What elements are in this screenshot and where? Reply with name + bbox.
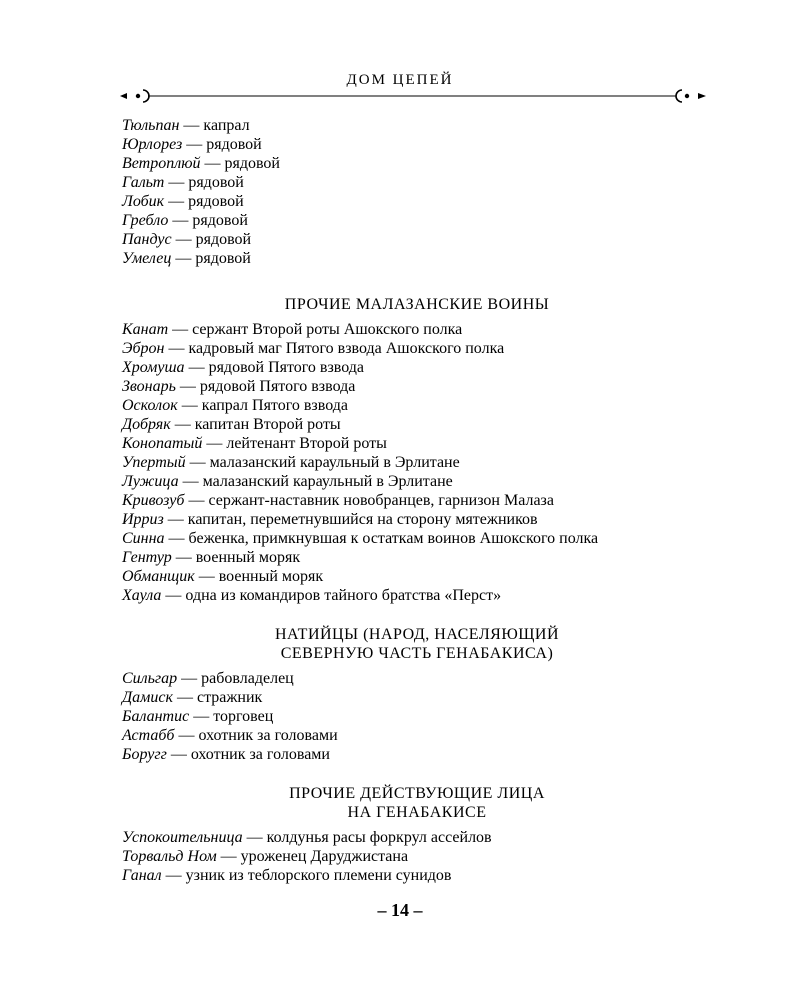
character-name: Тюльпан (122, 117, 180, 134)
right-arrow-ornament (698, 93, 706, 99)
character-name: Обманщик (122, 568, 195, 585)
character-entry (122, 415, 712, 434)
character-description: кадровый маг Пятого взвода Ашокского полка (188, 340, 505, 357)
character-name: Дамиск (122, 689, 173, 706)
character-name: Кривозуб (122, 492, 185, 509)
entry-dash: — (179, 117, 204, 134)
character-entry (122, 529, 712, 548)
character-entry (122, 339, 712, 358)
character-description: рядовой (206, 136, 262, 153)
character-description: военный моряк (218, 568, 324, 585)
character-description: рядовой (195, 231, 252, 248)
character-description: капитан Второй роты (194, 416, 341, 433)
character-entry (122, 377, 712, 396)
character-name: Звонарь (122, 378, 176, 395)
character-entry (122, 707, 712, 726)
character-entry (122, 669, 712, 688)
entry-dash: — (163, 511, 188, 528)
entry-dash: — (166, 746, 191, 763)
character-name: Эброн (122, 340, 165, 357)
entry-dash: — (168, 321, 193, 338)
entry-dash: — (161, 867, 186, 884)
entry-dash: — (177, 670, 202, 687)
character-entry (122, 358, 712, 377)
character-name: Сильгар (122, 670, 178, 687)
character-section (122, 784, 712, 885)
character-entry (122, 230, 712, 249)
character-list (122, 116, 712, 885)
character-entry (122, 828, 712, 847)
character-name: Ветроплюй (122, 155, 201, 172)
character-entry (122, 548, 712, 567)
character-description: капитан, переметнувшийся на сторону мятежников (187, 511, 538, 528)
character-entry (122, 567, 712, 586)
entry-dash: — (164, 530, 189, 547)
character-description: рядовой (195, 250, 251, 267)
character-name: Балантис (122, 708, 190, 725)
entry-dash: — (216, 848, 241, 865)
section-title (122, 784, 712, 822)
entry-dash: — (171, 549, 196, 566)
character-name: Синна (122, 530, 165, 547)
character-description: рядовой (188, 193, 244, 210)
character-entry (122, 866, 712, 885)
left-dot-ornament (136, 94, 140, 98)
character-entry (122, 453, 712, 472)
character-description: сержант Второй роты Ашокского полка (192, 321, 463, 338)
entry-dash: — (182, 136, 207, 153)
character-name: Юрлорез (122, 136, 183, 153)
character-name: Ганал (122, 867, 162, 884)
character-name: Гентур (122, 549, 172, 566)
character-name: Астабб (122, 727, 175, 744)
character-description: сержант-наставник новобранцев, гарнизон Малаза (208, 492, 554, 509)
character-description: стражник (196, 689, 263, 706)
character-entry (122, 745, 712, 764)
header-ornament-rule (118, 86, 708, 106)
character-description: беженка, примкнувшая к остаткам воинов Ашокского полка (188, 530, 599, 547)
character-description: охотник за головами (198, 727, 338, 744)
character-description: узник из теблорского племени сунидов (185, 867, 452, 884)
character-name: Умелец (122, 250, 172, 267)
character-entry (122, 211, 712, 230)
character-name: Канат (122, 321, 169, 338)
character-name: Хромуша (122, 359, 185, 376)
character-name: Конопатый (122, 435, 203, 452)
character-entry (122, 320, 712, 339)
left-arrow-ornament (120, 93, 127, 99)
character-name: Лобик (122, 193, 165, 210)
entry-dash: — (168, 212, 193, 229)
character-description: торговец (213, 708, 274, 725)
character-name: Добряк (122, 416, 171, 433)
character-section (122, 116, 712, 268)
character-description: охотник за головами (190, 746, 330, 763)
entry-dash: — (242, 829, 267, 846)
section-title (122, 295, 712, 314)
entry-dash: — (161, 587, 186, 604)
character-entry (122, 116, 712, 135)
character-description: одна из командиров тайного братства «Перст» (185, 587, 502, 604)
entry-dash: — (194, 568, 219, 585)
character-description: рядовой (188, 174, 244, 191)
entry-dash: — (171, 231, 196, 248)
character-entry (122, 847, 712, 866)
section-title-line: ПРОЧИЕ МАЛАЗАНСКИЕ ВОИНЫ (284, 296, 550, 313)
entry-dash: — (200, 155, 225, 172)
character-entry (122, 434, 712, 453)
entry-dash: — (164, 193, 189, 210)
character-description: малазанский караульный в Эрлитане (209, 454, 460, 471)
entry-dash: — (189, 708, 214, 725)
character-entry (122, 154, 712, 173)
character-description: уроженец Даруджистана (240, 848, 409, 865)
right-dot-ornament (685, 94, 689, 98)
entry-dash: — (171, 250, 196, 267)
character-name: Упертый (122, 454, 186, 471)
character-description: капрал Пятого взвода (201, 397, 348, 414)
character-description: военный моряк (195, 549, 301, 566)
character-entry (122, 396, 712, 415)
character-section (122, 295, 712, 605)
section-title-line: СЕВЕРНУЮ ЧАСТЬ ГЕНАБАКИСА) (280, 645, 554, 662)
character-entry (122, 586, 712, 605)
character-name: Успокоительница (122, 829, 243, 846)
entry-dash: — (174, 727, 199, 744)
entry-dash: — (177, 397, 202, 414)
section-title (122, 625, 712, 663)
entry-dash: — (170, 416, 195, 433)
character-description: капрал (203, 117, 250, 134)
character-entry (122, 688, 712, 707)
running-head: ДОМ ЦЕПЕЙ (346, 72, 454, 88)
character-name: Осколок (122, 397, 178, 414)
character-entry (122, 192, 712, 211)
section-title-line: НАТИЙЦЫ (НАРОД, НАСЕЛЯЮЩИЙ (274, 626, 560, 643)
character-description: рабовладелец (201, 670, 294, 687)
character-description: рядовой Пятого взвода (208, 359, 365, 376)
character-description: колдунья расы форкрул ассейлов (266, 829, 492, 846)
character-entry (122, 135, 712, 154)
character-name: Ирриз (122, 511, 164, 528)
right-crescent-ornament (676, 90, 682, 102)
character-entry (122, 249, 712, 268)
character-name: Боругг (122, 746, 167, 763)
character-entry (122, 491, 712, 510)
entry-dash: — (164, 174, 189, 191)
page-number: – 14 – (377, 900, 423, 920)
character-name: Торвальд Ном (122, 848, 217, 865)
character-name: Хаула (122, 587, 162, 604)
section-title-line: НА ГЕНАБАКИСЕ (347, 804, 487, 821)
character-entry (122, 472, 712, 491)
entry-dash: — (185, 454, 210, 471)
character-section (122, 625, 712, 764)
entry-dash: — (178, 473, 203, 490)
character-description: малазанский караульный в Эрлитане (202, 473, 453, 490)
section-title-line: ПРОЧИЕ ДЕЙСТВУЮЩИЕ ЛИЦА (289, 785, 545, 802)
character-description: рядовой (192, 212, 248, 229)
character-description: лейтенант Второй роты (226, 435, 387, 452)
entry-dash: — (164, 340, 189, 357)
entry-dash: — (172, 689, 197, 706)
character-description: рядовой Пятого взвода (199, 378, 356, 395)
character-entry (122, 510, 712, 529)
entry-dash: — (184, 359, 209, 376)
character-entry (122, 726, 712, 745)
entry-dash: — (202, 435, 227, 452)
entry-dash: — (175, 378, 200, 395)
character-description: рядовой (224, 155, 280, 172)
character-name: Лужица (122, 473, 179, 490)
character-entry (122, 173, 712, 192)
character-name: Пандус (122, 231, 172, 248)
entry-dash: — (184, 492, 209, 509)
character-name: Гальт (122, 174, 165, 191)
character-name: Гребло (122, 212, 169, 229)
